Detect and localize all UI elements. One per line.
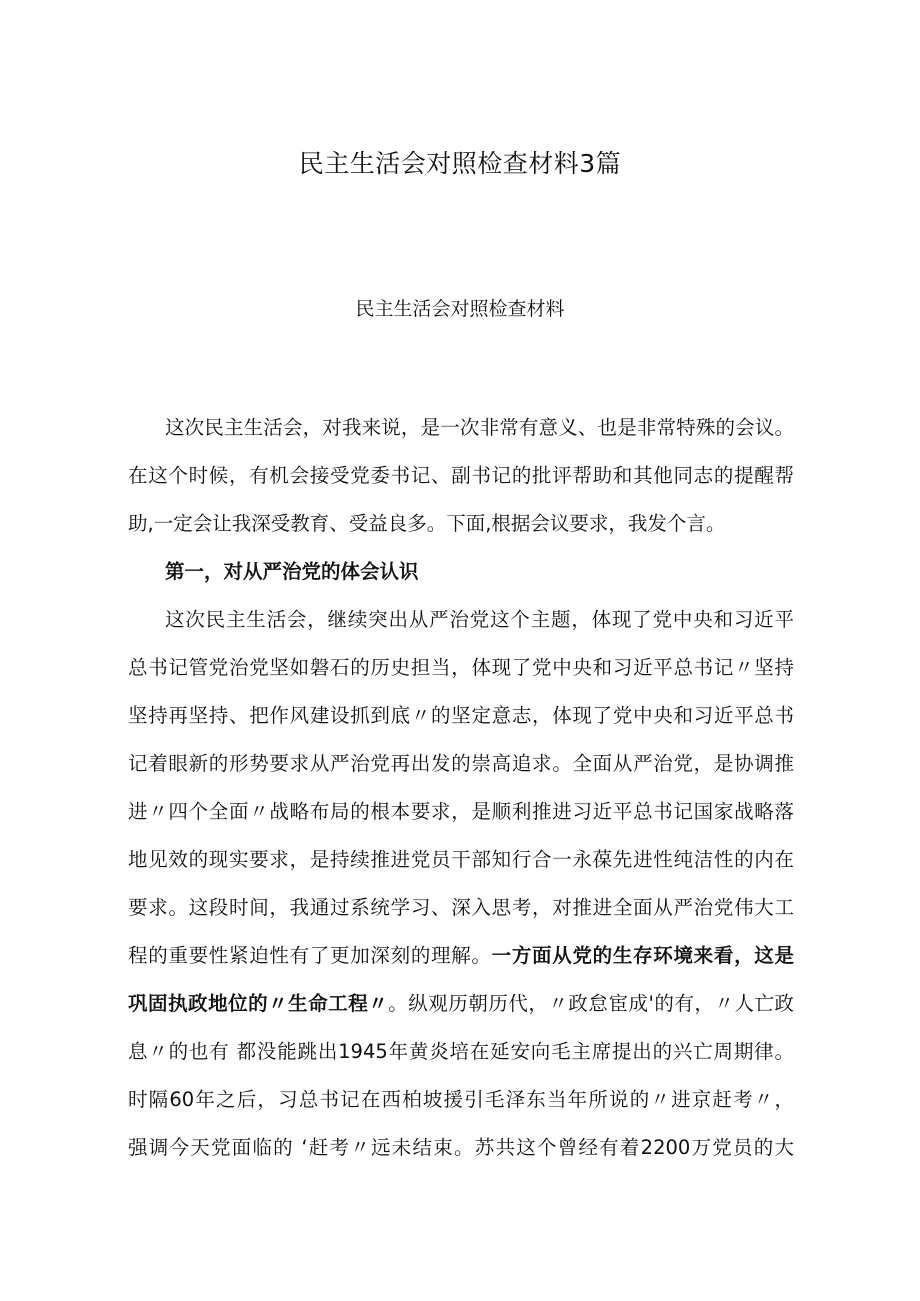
paragraph-line: 这次民主生活会，对我来说，是一次非常有意义、也是非常特殊的会议。 (165, 416, 794, 439)
plain-text: 。纵观历朝历代，〃政怠宦成'的有，〃人亡政 (388, 992, 794, 1015)
paragraph-line: 这次民主生活会，继续突出从严治党这个主题，体现了党中央和习近平 (165, 608, 794, 631)
plain-text: 程的重要性紧迫性有了更加深刻的理解。 (128, 944, 492, 967)
paragraph-line-mixed (128, 986, 794, 1034)
section-heading: 第一，对从严治党的体会认识 (165, 560, 419, 583)
paragraph-line: 要求。这段时间，我通过系统学习、深入思考，对推进全面从严治党伟大工 (128, 896, 794, 919)
bold-text: 一方面从党的生存环境来看，这是 (491, 944, 794, 967)
paragraph-line: 助,一定会让我深受教育、受益良多。下面,根据会议要求，我发个言。 (128, 512, 726, 535)
paragraph-line-mixed (128, 938, 794, 986)
document-title: 民主生活会对照检查材料3篇 (298, 149, 622, 178)
paragraph-line: 进〃四个全面〃战略布局的根本要求，是顺利推进习近平总书记国家战略落 (128, 800, 794, 823)
paragraph-line: 记着眼新的形势要求从严治党再出发的崇高追求。全面从严治党，是协调推 (128, 752, 794, 775)
paragraph-line: 地见效的现实要求，是持续推进党员干部知行合一永葆先进性纯洁性的内在 (128, 848, 794, 871)
paragraph-line: 时隔60年之后，习总书记在西柏坡援引毛泽东当年所说的〃进京赶考〃， (128, 1088, 794, 1111)
paragraph-line: 强调今天党面临的 ‘赶考〃远未结束。苏共这个曾经有着2200万党员的大 (128, 1136, 794, 1159)
paragraph-line: 在这个时候，有机会接受党委书记、副书记的批评帮助和其他同志的提醒帮 (128, 464, 794, 487)
document-body (128, 410, 794, 1178)
bold-text: 巩固执政地位的〃生命工程〃 (128, 992, 389, 1015)
paragraph-line: 坚持再坚持、把作风建设抓到底〃的坚定意志，体现了党中央和习近平总书 (128, 704, 794, 727)
paragraph-line: 息〃的也有 都没能跳出1945年黄炎培在延安向毛主席提出的兴亡周期律。 (128, 1040, 794, 1063)
document-subtitle: 民主生活会对照检查材料 (355, 298, 565, 320)
paragraph-line: 总书记管党治党坚如磐石的历史担当，体现了党中央和习近平总书记〃坚持 (128, 656, 794, 679)
